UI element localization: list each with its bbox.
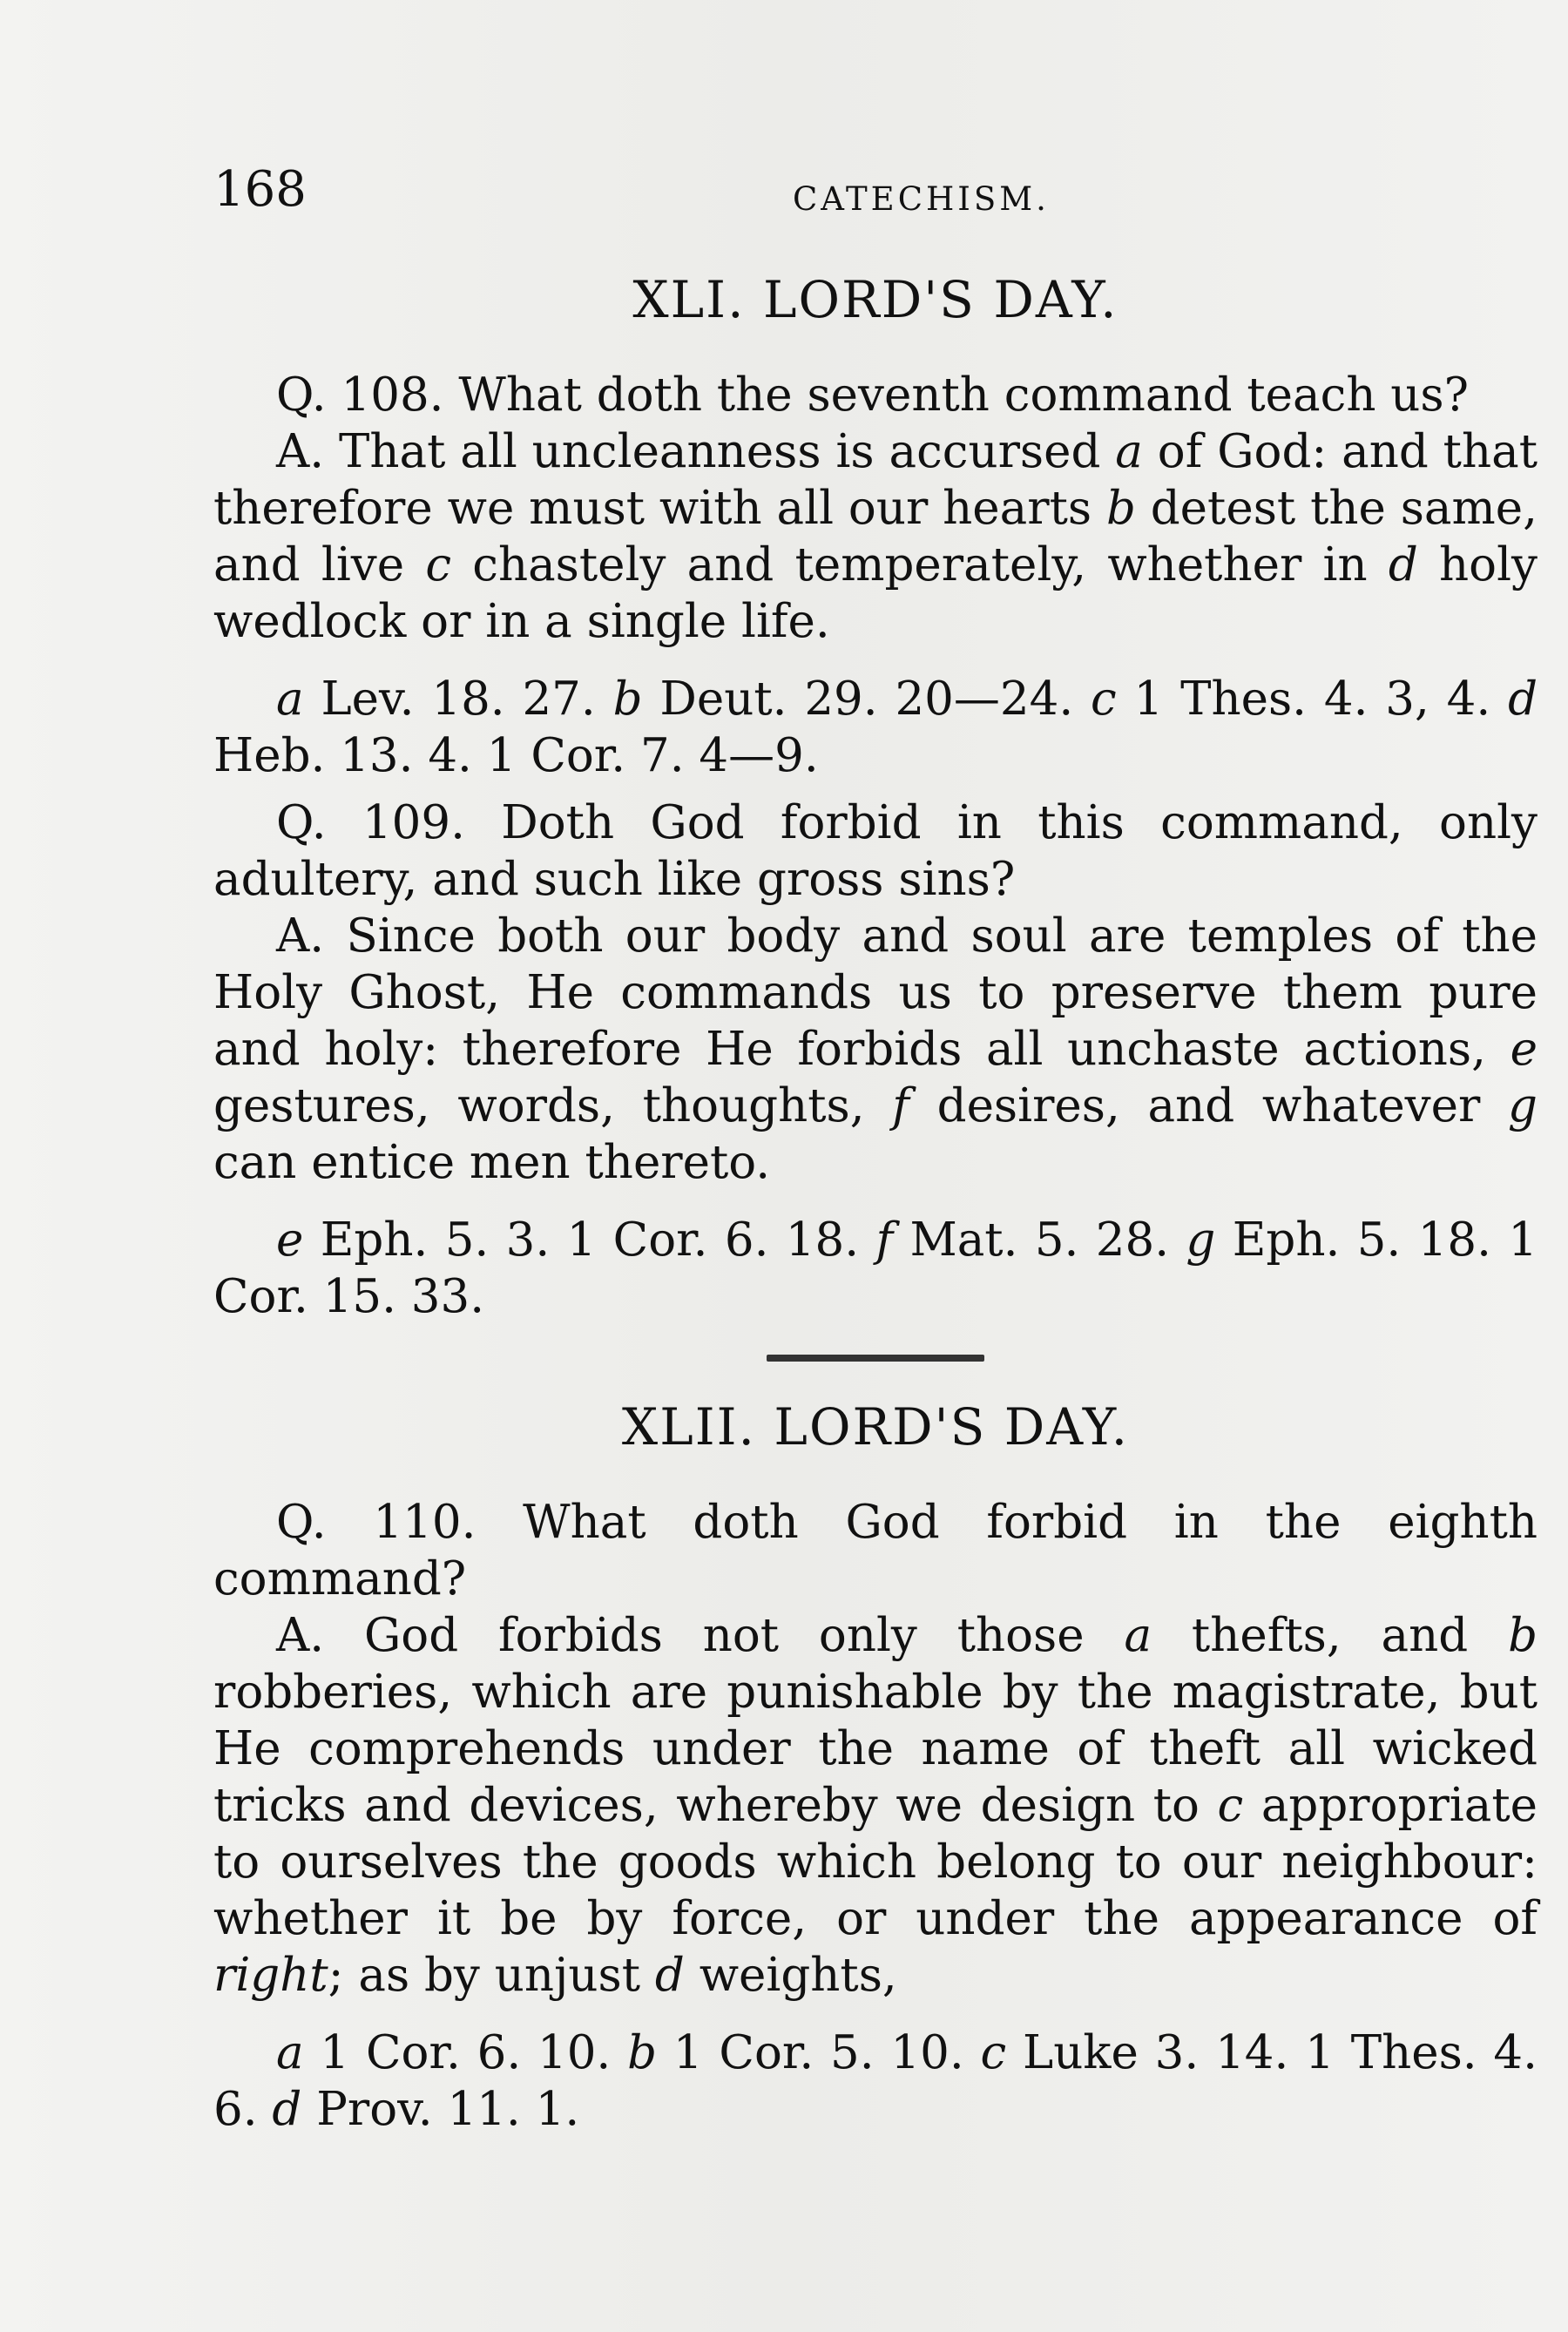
footnote-marker: c [980,2026,1007,2079]
reference-text: Deut. 29. 20—24. [642,673,1092,726]
footnote-marker: c [425,538,452,591]
page-number: 168 [213,161,307,218]
footnote-marker: d [1388,538,1418,591]
footnote-marker: f [892,1079,909,1132]
footnote-marker: d [654,1949,685,2002]
reference-text: Heb. 13. 4. 1 Cor. 7. 4—9. [213,729,819,782]
footnote-marker: b [1105,482,1136,535]
answer-text: ; as by unjust [328,1949,655,2002]
footnote-marker: b [1508,1609,1538,1662]
question-108: Q. 108. What doth the seventh command teach us? [276,368,1470,422]
footnote-marker: a [1124,1609,1152,1662]
footnote-marker: b [612,673,643,726]
reference-text: 1 Cor. 6. 10. [303,2026,628,2079]
answer-text: of God: and that therefore we must with all our hearts [213,425,1538,535]
reference-text: Eph. 5. 18. 1 Cor. 15. 33. [213,1213,1538,1323]
footnote-marker: e [1510,1023,1538,1076]
section-heading-xlii: XLII. LORD'S DAY. [621,1397,1130,1457]
footnote-marker: f [875,1213,894,1267]
footnote-marker: c [1217,1779,1244,1832]
footnote-marker: b [627,2026,658,2079]
answer-text: A. Since both our body and soul are temples of the Holy Ghost, He commands us to preserve them pure and holy: therefore He forbids all unchaste actions, [213,909,1538,1076]
answer-text: thefts, and [1152,1609,1509,1662]
answer-text: weights, [684,1949,897,2002]
references-109 [213,1212,1538,1325]
running-title: CATECHISM. [793,180,1050,218]
reference-text: Luke 3. 14. 1 Thes. 4. 6. [213,2026,1538,2136]
reference-text: 1 Cor. 5. 10. [657,2026,981,2079]
footnote-marker: d [272,2083,302,2136]
answer-text: holy wedlock or in a single life. [213,538,1538,648]
footnote-marker: a [1115,425,1143,478]
page-text [213,270,1538,2148]
footnote-marker: g [1508,1079,1538,1132]
reference-text: Eph. 5. 3. 1 Cor. 6. 18. [303,1213,876,1267]
footnote-marker: e [276,1213,304,1267]
references-108 [213,671,1538,784]
footnote-marker: d [1508,673,1538,726]
footnote-marker: a [276,673,304,726]
answer-text: A. God forbids not only those [276,1609,1125,1662]
reference-text: Prov. 11. 1. [301,2083,580,2136]
footnote-marker: g [1186,1213,1216,1267]
italic-word: right [213,1949,328,2002]
answer-text: A. That all uncleanness is accursed [276,425,1116,478]
reference-text: 1 Thes. 4. 3, 4. [1116,673,1509,726]
section-divider [767,1355,984,1362]
answer-text: robberies, which are punishable by the magistrate, but He comprehends under the name of theft all wicked tricks and devices, whereby we design to [213,1666,1538,1832]
question-109: Q. 109. Doth God forbid in this command, only adultery, and such like gross sins? [213,796,1538,906]
footnote-marker: a [276,2026,304,2079]
answer-110 [213,1607,1538,2004]
answer-text: desires, and whatever [909,1079,1509,1132]
section-heading-xli: XLI. LORD'S DAY. [632,270,1119,329]
answer-text: gestures, words, thoughts, [213,1079,893,1132]
answer-text: chastely and temperately, whether in [451,538,1389,591]
answer-text: appropriate to ourselves the goods which belong to our neighbour: whether it be by force, or under the appearance of [213,1779,1538,1945]
references-110 [213,2024,1538,2138]
answer-text: detest the same, and live [213,482,1538,591]
reference-text: Mat. 5. 28. [893,1213,1186,1267]
question-110: Q. 110. What doth God forbid in the eighth command? [213,1496,1538,1605]
reference-text: Lev. 18. 27. [303,673,613,726]
answer-109 [213,908,1538,1191]
running-head [213,161,1538,226]
answer-108 [213,423,1538,650]
footnote-marker: c [1091,673,1117,726]
answer-text: can entice men thereto. [213,1136,771,1189]
